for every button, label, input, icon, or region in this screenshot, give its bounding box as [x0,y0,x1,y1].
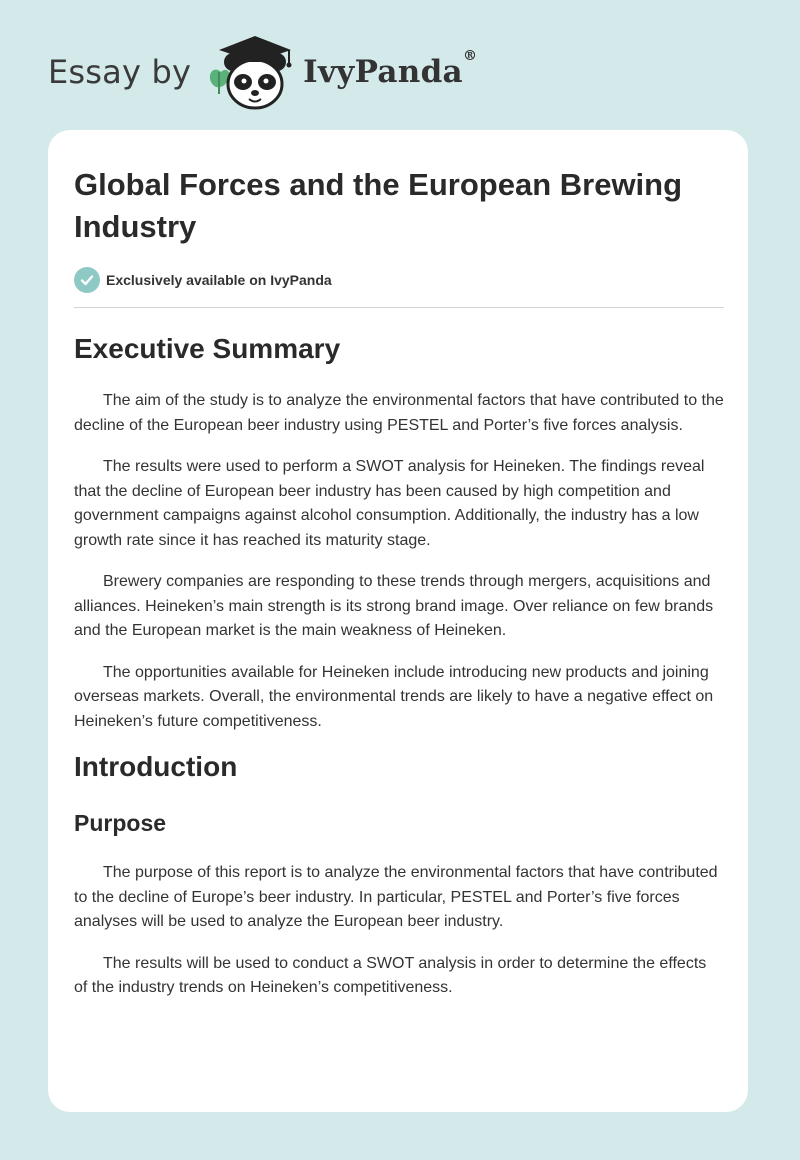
badge-text: Exclusively available on IvyPanda [106,272,332,288]
subsection-heading-purpose: Purpose [74,810,167,836]
paragraph: The purpose of this report is to analyze the environmental factors that have contributed to the decline of Europe’s beer industry. In particular, PESTEL and Porter’s five forces analyses will be used to analyze the European beer industry. [74,864,718,930]
check-icon [74,267,100,293]
divider [74,307,724,308]
essay-by-label: Essay by [48,53,192,91]
section-heading-executive-summary: Executive Summary [74,333,341,364]
essay-card [48,130,748,1112]
paragraph: The results will be used to conduct a SWOT analysis in order to determine the effects of the industry trends on Heineken’s competitiveness. [74,954,707,996]
site-header [48,32,748,112]
leaf-icon [210,70,230,94]
registered-mark: ® [462,48,478,64]
essay-content [74,164,724,1001]
panda-logo-icon[interactable] [205,32,297,112]
section-heading-introduction: Introduction [74,751,238,782]
paragraph: Brewery companies are responding to these trends through mergers, acquisitions and alliances. Heineken’s main strength is its strong brand image. Over reliance on few brands and the European market is the main weakness of Heineken. [74,573,714,639]
exclusive-badge [74,266,724,294]
paragraph: The results were used to perform a SWOT analysis for Heineken. The findings reveal that the decline of European beer industry has been caused by high competition and government campaigns against alcohol consumption. Additionally, the industry has a low growth rate since it has reached its maturity stage. [74,458,705,549]
brand-name[interactable]: IvyPanda® [303,48,478,90]
page-title: Global Forces and the European Brewing Industry [74,167,683,244]
paragraph: The opportunities available for Heineken include introducing new products and joining overseas markets. Overall, the environmental trends are likely to have a negative effect on Heineken’s future competitiveness. [74,663,714,730]
paragraph: The aim of the study is to analyze the environmental factors that have contributed to the decline of the European beer industry using PESTEL and Porter’s five forces analysis. [74,392,724,434]
